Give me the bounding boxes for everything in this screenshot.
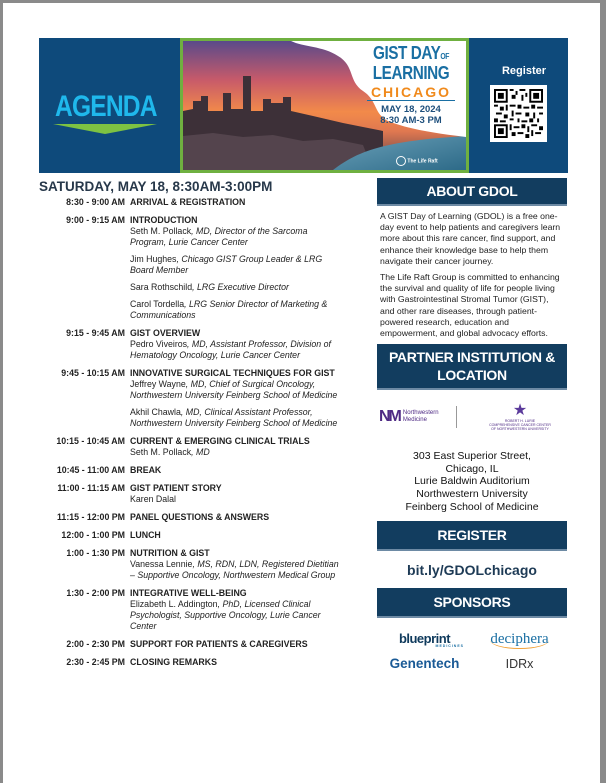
life-raft-icon <box>396 156 406 166</box>
blueprint-medicines-logo: blueprint MEDICINES <box>398 630 464 648</box>
speaker-role: , PhD, Licensed Clinical Psychologist, Supportive Oncology, Lurie Cancer Center <box>130 599 321 631</box>
schedule-row <box>39 548 339 581</box>
session-speaker <box>130 494 339 505</box>
partner-heading: PARTNER INSTITUTION & LOCATION <box>377 344 567 390</box>
session-time: 9:00 - 9:15 AM <box>66 215 125 225</box>
schedule-row <box>39 328 339 361</box>
speaker-name: Seth M. Pollack <box>130 226 192 236</box>
session-title: LUNCH <box>130 530 161 540</box>
session-speaker <box>130 339 339 361</box>
session-title: PANEL QUESTIONS & ANSWERS <box>130 512 270 522</box>
session-time: 12:00 - 1:00 PM <box>61 530 125 540</box>
session-title: INTEGRATIVE WELL-BEING <box>130 588 247 598</box>
session-time: 10:15 - 10:45 AM <box>56 436 125 446</box>
idrx-logo: IDRx <box>505 656 534 671</box>
event-title-line2: LEARNING <box>372 63 450 83</box>
about-paragraph: A GIST Day of Learning (GDOL) is a free one-day event to help patients and caregivers learn more about this rare cancer, find support, and enhance their knowledge base to help them navigate their cancer journey. <box>380 211 561 266</box>
session-speaker <box>130 447 339 458</box>
session-title: CLOSING REMARKS <box>130 657 217 667</box>
agenda-title: AGENDA <box>55 90 157 123</box>
schedule-heading: SATURDAY, MAY 18, 8:30AM-3:00PM <box>39 179 273 194</box>
session-speaker <box>130 254 339 276</box>
speaker-name: Carol Tordella <box>130 299 185 309</box>
session-time: 1:30 - 2:00 PM <box>66 588 125 598</box>
speaker-role: , MS, RDN, LDN, Registered Dietitian – Supportive Oncology, Northwestern Medical Group <box>130 559 339 580</box>
speaker-role: , Chicago GIST Group Leader & LRG Board Member <box>130 254 323 275</box>
agenda-schedule <box>39 197 339 675</box>
session-time: 9:45 - 10:15 AM <box>61 368 125 378</box>
register-heading: REGISTER <box>377 521 567 551</box>
speaker-name: Jim Hughes <box>130 254 177 264</box>
lurie-cancer-center-logo: ★ ROBERT H. LURIE COMPREHENSIVE CANCER CENTER OF NORTHWESTERN UNIVERSITY <box>475 403 565 431</box>
session-title: CURRENT & EMERGING CLINICAL TRIALS <box>130 436 310 446</box>
session-title: BREAK <box>130 465 162 475</box>
session-speaker <box>130 599 339 632</box>
session-time: 2:30 - 2:45 PM <box>66 657 125 667</box>
down-arrow-icon <box>53 124 157 134</box>
schedule-row <box>39 588 339 632</box>
schedule-row <box>39 436 339 458</box>
star-icon: ★ <box>512 402 528 420</box>
speaker-role: , LRG Executive Director <box>192 282 289 292</box>
event-title-block <box>361 45 461 126</box>
venue-address: 303 East Superior Street, Chicago, IL Lurie Baldwin Auditorium Northwestern University Feinberg School of Medicine <box>405 450 539 513</box>
session-title: NUTRITION & GIST <box>130 548 210 558</box>
schedule-row <box>39 215 339 321</box>
event-hero-image <box>180 38 469 173</box>
session-speaker <box>130 226 339 248</box>
speaker-name: Seth M. Pollack <box>130 447 192 457</box>
schedule-row <box>39 483 339 505</box>
about-heading: ABOUT GDOL <box>377 178 567 206</box>
speaker-name: Akhil Chawla <box>130 407 181 417</box>
session-speaker <box>130 559 339 581</box>
speaker-name: Sara Rothschild <box>130 282 193 292</box>
schedule-row <box>39 197 339 208</box>
session-speaker <box>130 299 339 321</box>
speaker-name: Jeffrey Wayne <box>130 379 186 389</box>
sponsor-logos <box>377 618 567 671</box>
speaker-role: , MD, Clinical Assistant Professor, Northwestern University Feinberg School of Medicine <box>130 407 338 428</box>
speaker-name: Pedro Viveiros <box>130 339 188 349</box>
session-time: 10:45 - 11:00 AM <box>56 465 125 475</box>
deciphera-logo: deciphera <box>490 631 549 648</box>
schedule-row <box>39 368 339 429</box>
speaker-name: Elizabeth L. Addington <box>130 599 218 609</box>
sponsors-heading: SPONSORS <box>377 588 567 618</box>
logo-divider <box>456 406 457 428</box>
session-time: 9:15 - 9:45 AM <box>66 328 125 338</box>
session-time: 11:15 - 12:00 PM <box>57 512 125 522</box>
session-time: 11:00 - 11:15 AM <box>57 483 125 493</box>
event-date: MAY 18, 2024 <box>381 104 441 115</box>
event-city: CHICAGO <box>367 84 455 101</box>
session-title: ARRIVAL & REGISTRATION <box>130 197 246 207</box>
speaker-role: , MD <box>191 447 210 457</box>
session-title: INTRODUCTION <box>130 215 198 225</box>
speaker-role: , MD, Chief of Surgical Oncology, Northwestern University Feinberg School of Medicine <box>130 379 338 400</box>
session-title: SUPPORT FOR PATIENTS & CAREGIVERS <box>130 639 308 649</box>
session-time: 8:30 - 9:00 AM <box>66 197 125 207</box>
schedule-row <box>39 639 339 650</box>
session-speaker <box>130 379 339 401</box>
session-speaker <box>130 407 339 429</box>
about-body <box>377 206 567 339</box>
northwestern-medicine-logo: NM Northwestern Medicine <box>379 408 439 426</box>
sidebar-column <box>377 178 567 671</box>
session-title: INNOVATIVE SURGICAL TECHNIQUES FOR GIST <box>130 368 335 378</box>
banner-register-label: Register <box>501 65 547 77</box>
session-time: 2:00 - 2:30 PM <box>66 639 125 649</box>
speaker-name: Vanessa Lennie <box>130 559 193 569</box>
event-title-line1: GIST DAY <box>372 43 441 63</box>
session-time: 1:00 - 1:30 PM <box>66 548 125 558</box>
register-link[interactable]: bit.ly/GDOLchicago <box>407 562 537 579</box>
session-speaker <box>130 282 339 293</box>
partner-logos <box>377 390 567 440</box>
schedule-row <box>39 465 339 476</box>
genentech-logo: Genentech <box>389 656 460 672</box>
speaker-name: Karen Dalal <box>130 494 176 504</box>
session-title: GIST OVERVIEW <box>130 328 201 338</box>
session-title: GIST PATIENT STORY <box>130 483 222 493</box>
nm-mark-icon: NM <box>379 408 400 426</box>
life-raft-logo: The Life Raft <box>396 156 438 166</box>
schedule-row <box>39 512 339 523</box>
schedule-row <box>39 657 339 668</box>
qr-code-icon[interactable] <box>490 85 547 142</box>
speaker-role: , MD, Director of the Sarcoma Program, Lurie Cancer Center <box>130 226 308 247</box>
about-paragraph: The Life Raft Group is committed to enhancing the survival and quality of life for people living with Gastrointestinal Stromal Tumor (GIST), and other rare diseases, through patient-powered research, education and empowerment, and global advocacy efforts. <box>380 272 560 339</box>
schedule-row <box>39 530 339 541</box>
speaker-role: , LRG Senior Director of Marketing & Communications <box>130 299 328 320</box>
speaker-role: , MD, Assistant Professor, Division of Hematology Oncology, Lurie Cancer Center <box>130 339 331 360</box>
qr-code-pattern <box>494 89 543 138</box>
event-time: 8:30 AM-3 PM <box>380 115 442 126</box>
event-title-of: OF <box>440 52 450 61</box>
